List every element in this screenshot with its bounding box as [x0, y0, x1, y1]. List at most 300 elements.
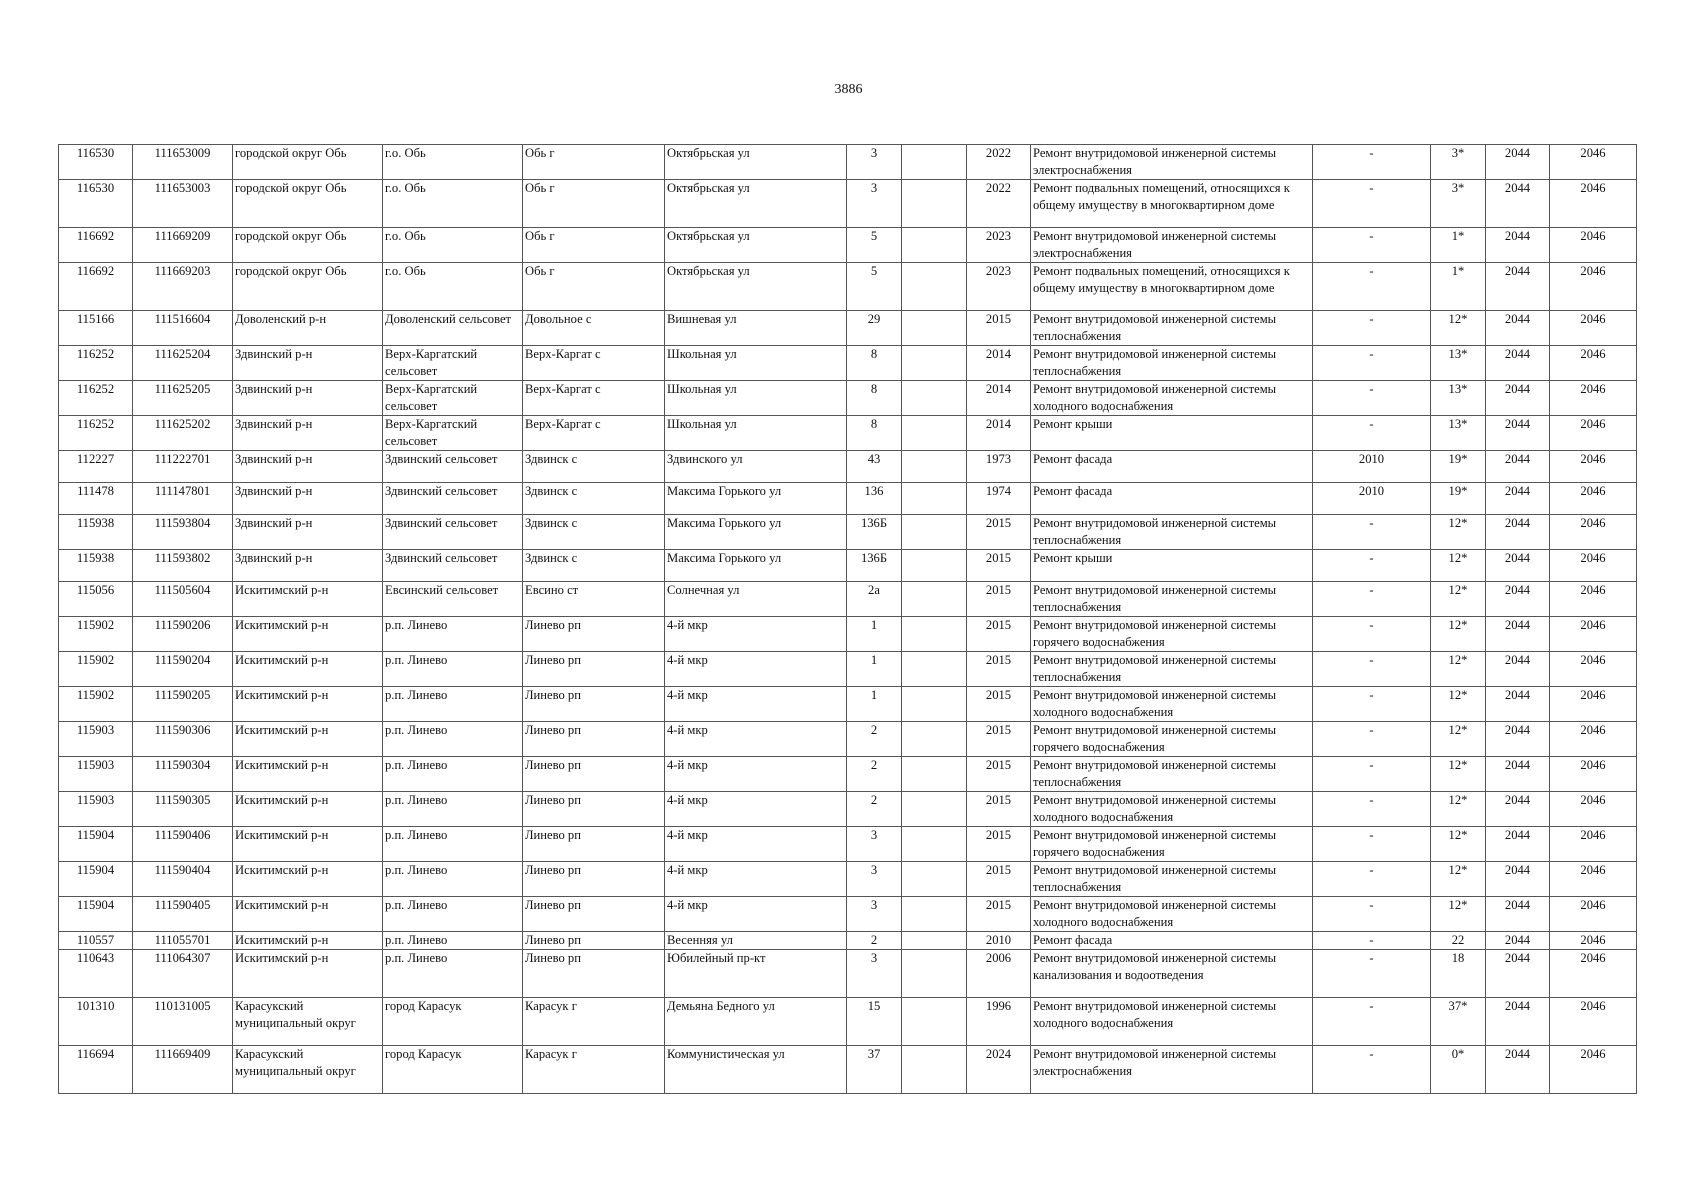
cell-period-start: 2044: [1486, 1046, 1550, 1094]
cell-locality: Верх-Каргат с: [523, 416, 665, 451]
cell-house-id: 116252: [59, 381, 133, 416]
cell-locality: Карасук г: [523, 1046, 665, 1094]
cell-work-id: 111590306: [133, 722, 233, 757]
cell-work-id: 111593804: [133, 515, 233, 550]
cell-house-id: 115903: [59, 757, 133, 792]
cell-work-id: 111590404: [133, 862, 233, 897]
cell-house-id: 115938: [59, 550, 133, 582]
cell-street: 4-й мкр: [665, 827, 847, 862]
cell-locality: Здвинск с: [523, 515, 665, 550]
cell-house-id: 116252: [59, 416, 133, 451]
cell-wear: 19*: [1431, 451, 1486, 483]
cell-house-number: 2: [847, 722, 902, 757]
cell-work-id: 111669203: [133, 263, 233, 311]
cell-wear: 13*: [1431, 416, 1486, 451]
cell-last-repair-year: -: [1313, 897, 1431, 932]
cell-building: [902, 687, 967, 722]
cell-work-type: Ремонт внутридомовой инженерной системы теплоснабжения: [1031, 757, 1313, 792]
cell-house-id: 115903: [59, 792, 133, 827]
cell-work-id: 111590205: [133, 687, 233, 722]
cell-street: Вишневая ул: [665, 311, 847, 346]
cell-last-repair-year: -: [1313, 1046, 1431, 1094]
cell-settlement-type: г.о. Обь: [383, 263, 523, 311]
cell-period-start: 2044: [1486, 263, 1550, 311]
cell-period-end: 2046: [1550, 862, 1637, 897]
cell-settlement-type: г.о. Обь: [383, 180, 523, 228]
cell-work-type: Ремонт внутридомовой инженерной системы холодного водоснабжения: [1031, 897, 1313, 932]
cell-period-start: 2044: [1486, 550, 1550, 582]
cell-year-built: 2015: [967, 652, 1031, 687]
cell-wear: 12*: [1431, 687, 1486, 722]
cell-house-number: 8: [847, 381, 902, 416]
cell-wear: 1*: [1431, 263, 1486, 311]
cell-wear: 18: [1431, 950, 1486, 998]
cell-work-type: Ремонт фасада: [1031, 451, 1313, 483]
cell-locality: Линево рп: [523, 617, 665, 652]
cell-house-id: 116694: [59, 1046, 133, 1094]
cell-building: [902, 381, 967, 416]
cell-year-built: 2010: [967, 932, 1031, 950]
cell-street: 4-й мкр: [665, 687, 847, 722]
cell-work-type: Ремонт подвальных помещений, относящихся к общему имуществу в многоквартирном доме: [1031, 180, 1313, 228]
cell-street: Коммунистическая ул: [665, 1046, 847, 1094]
cell-year-built: 2015: [967, 897, 1031, 932]
cell-house-id: 115902: [59, 652, 133, 687]
cell-street: Школьная ул: [665, 381, 847, 416]
cell-period-start: 2044: [1486, 932, 1550, 950]
cell-settlement-type: р.п. Линево: [383, 757, 523, 792]
cell-house-number: 29: [847, 311, 902, 346]
cell-district: Искитимский р-н: [233, 722, 383, 757]
cell-house-id: 115938: [59, 515, 133, 550]
cell-last-repair-year: -: [1313, 950, 1431, 998]
cell-locality: Линево рп: [523, 827, 665, 862]
cell-house-number: 5: [847, 228, 902, 263]
cell-period-end: 2046: [1550, 827, 1637, 862]
cell-work-type: Ремонт крыши: [1031, 550, 1313, 582]
cell-settlement-type: р.п. Линево: [383, 862, 523, 897]
cell-period-start: 2044: [1486, 827, 1550, 862]
cell-year-built: 2015: [967, 617, 1031, 652]
cell-house-id: 115904: [59, 827, 133, 862]
cell-wear: 12*: [1431, 515, 1486, 550]
cell-building: [902, 145, 967, 180]
cell-wear: 12*: [1431, 652, 1486, 687]
cell-district: Здвинский р-н: [233, 346, 383, 381]
cell-year-built: 2015: [967, 687, 1031, 722]
cell-year-built: 2015: [967, 515, 1031, 550]
cell-period-end: 2046: [1550, 757, 1637, 792]
cell-settlement-type: город Карасук: [383, 998, 523, 1046]
cell-building: [902, 180, 967, 228]
table-row: [59, 687, 1637, 722]
cell-house-number: 2: [847, 932, 902, 950]
cell-work-id: 111055701: [133, 932, 233, 950]
cell-building: [902, 827, 967, 862]
cell-year-built: 2006: [967, 950, 1031, 998]
cell-last-repair-year: 2010: [1313, 483, 1431, 515]
table-body: [59, 145, 1637, 1094]
table-row: [59, 652, 1637, 687]
table-row: [59, 757, 1637, 792]
cell-last-repair-year: -: [1313, 381, 1431, 416]
cell-last-repair-year: -: [1313, 263, 1431, 311]
cell-work-type: Ремонт внутридомовой инженерной системы холодного водоснабжения: [1031, 998, 1313, 1046]
cell-last-repair-year: -: [1313, 932, 1431, 950]
cell-year-built: 2014: [967, 416, 1031, 451]
cell-house-id: 115166: [59, 311, 133, 346]
cell-district: Искитимский р-н: [233, 687, 383, 722]
cell-wear: 3*: [1431, 145, 1486, 180]
cell-house-number: 3: [847, 897, 902, 932]
capital-repair-table: [58, 144, 1637, 1094]
cell-district: Искитимский р-н: [233, 827, 383, 862]
cell-period-end: 2046: [1550, 998, 1637, 1046]
cell-last-repair-year: -: [1313, 311, 1431, 346]
cell-work-type: Ремонт внутридомовой инженерной системы горячего водоснабжения: [1031, 722, 1313, 757]
cell-work-id: 111516604: [133, 311, 233, 346]
cell-period-end: 2046: [1550, 792, 1637, 827]
cell-settlement-type: р.п. Линево: [383, 687, 523, 722]
table-row: [59, 998, 1637, 1046]
cell-street: Максима Горького ул: [665, 515, 847, 550]
cell-settlement-type: Верх-Каргатский сельсовет: [383, 416, 523, 451]
cell-house-id: 116692: [59, 263, 133, 311]
cell-year-built: 2015: [967, 550, 1031, 582]
cell-wear: 13*: [1431, 346, 1486, 381]
table-row: [59, 228, 1637, 263]
table-row: [59, 311, 1637, 346]
cell-work-type: Ремонт внутридомовой инженерной системы теплоснабжения: [1031, 515, 1313, 550]
cell-locality: Верх-Каргат с: [523, 381, 665, 416]
page-number: 3886: [834, 82, 863, 97]
cell-last-repair-year: -: [1313, 998, 1431, 1046]
cell-period-start: 2044: [1486, 687, 1550, 722]
table-row: [59, 950, 1637, 998]
cell-district: городской округ Обь: [233, 228, 383, 263]
cell-year-built: 2015: [967, 827, 1031, 862]
cell-building: [902, 998, 967, 1046]
cell-work-type: Ремонт фасада: [1031, 932, 1313, 950]
cell-building: [902, 228, 967, 263]
cell-wear: 0*: [1431, 1046, 1486, 1094]
table-row: [59, 862, 1637, 897]
cell-period-start: 2044: [1486, 228, 1550, 263]
cell-street: Школьная ул: [665, 346, 847, 381]
table-row: [59, 792, 1637, 827]
cell-street: 4-й мкр: [665, 897, 847, 932]
cell-settlement-type: Здвинский сельсовет: [383, 515, 523, 550]
cell-year-built: 2015: [967, 792, 1031, 827]
table-row: [59, 451, 1637, 483]
cell-period-end: 2046: [1550, 451, 1637, 483]
cell-district: Карасукский муниципальный округ: [233, 1046, 383, 1094]
cell-district: городской округ Обь: [233, 180, 383, 228]
table-row: [59, 263, 1637, 311]
cell-house-number: 2: [847, 792, 902, 827]
cell-house-number: 37: [847, 1046, 902, 1094]
cell-building: [902, 483, 967, 515]
cell-wear: 37*: [1431, 998, 1486, 1046]
cell-year-built: 2022: [967, 180, 1031, 228]
cell-year-built: 2023: [967, 263, 1031, 311]
cell-building: [902, 263, 967, 311]
cell-locality: Обь г: [523, 228, 665, 263]
cell-district: Здвинский р-н: [233, 515, 383, 550]
cell-work-type: Ремонт внутридомовой инженерной системы холодного водоснабжения: [1031, 381, 1313, 416]
cell-last-repair-year: -: [1313, 687, 1431, 722]
cell-street: Школьная ул: [665, 416, 847, 451]
cell-last-repair-year: -: [1313, 722, 1431, 757]
table-row: [59, 346, 1637, 381]
table-row: [59, 515, 1637, 550]
table-row: [59, 722, 1637, 757]
cell-wear: 12*: [1431, 722, 1486, 757]
cell-building: [902, 757, 967, 792]
cell-wear: 12*: [1431, 827, 1486, 862]
cell-settlement-type: Доволенский сельсовет: [383, 311, 523, 346]
cell-street: 4-й мкр: [665, 617, 847, 652]
cell-period-end: 2046: [1550, 416, 1637, 451]
cell-period-end: 2046: [1550, 1046, 1637, 1094]
cell-year-built: 2015: [967, 582, 1031, 617]
table-row: [59, 416, 1637, 451]
cell-building: [902, 550, 967, 582]
cell-work-type: Ремонт внутридомовой инженерной системы теплоснабжения: [1031, 346, 1313, 381]
cell-last-repair-year: -: [1313, 228, 1431, 263]
cell-year-built: 2015: [967, 862, 1031, 897]
cell-settlement-type: р.п. Линево: [383, 897, 523, 932]
cell-district: городской округ Обь: [233, 145, 383, 180]
cell-house-number: 8: [847, 346, 902, 381]
cell-work-type: Ремонт внутридомовой инженерной системы холодного водоснабжения: [1031, 792, 1313, 827]
cell-street: Солнечная ул: [665, 582, 847, 617]
cell-last-repair-year: -: [1313, 416, 1431, 451]
cell-period-start: 2044: [1486, 346, 1550, 381]
cell-house-id: 110643: [59, 950, 133, 998]
cell-work-type: Ремонт внутридомовой инженерной системы теплоснабжения: [1031, 311, 1313, 346]
cell-locality: Линево рп: [523, 932, 665, 950]
cell-work-id: 111505604: [133, 582, 233, 617]
cell-wear: 12*: [1431, 311, 1486, 346]
cell-building: [902, 1046, 967, 1094]
cell-wear: 12*: [1431, 897, 1486, 932]
cell-work-id: 111590304: [133, 757, 233, 792]
cell-work-type: Ремонт внутридомовой инженерной системы электроснабжения: [1031, 145, 1313, 180]
cell-last-repair-year: -: [1313, 862, 1431, 897]
cell-work-id: 111625202: [133, 416, 233, 451]
cell-work-id: 111222701: [133, 451, 233, 483]
cell-period-start: 2044: [1486, 451, 1550, 483]
cell-street: Октябрьская ул: [665, 228, 847, 263]
cell-work-id: 110131005: [133, 998, 233, 1046]
cell-settlement-type: р.п. Линево: [383, 950, 523, 998]
table-row: [59, 897, 1637, 932]
cell-work-type: Ремонт внутридомовой инженерной системы горячего водоснабжения: [1031, 827, 1313, 862]
cell-locality: Обь г: [523, 263, 665, 311]
cell-building: [902, 582, 967, 617]
cell-period-end: 2046: [1550, 346, 1637, 381]
cell-street: Октябрьская ул: [665, 263, 847, 311]
cell-wear: 12*: [1431, 757, 1486, 792]
cell-house-id: 115902: [59, 617, 133, 652]
cell-wear: 1*: [1431, 228, 1486, 263]
table-row: [59, 180, 1637, 228]
cell-locality: Линево рп: [523, 792, 665, 827]
cell-work-id: 111590204: [133, 652, 233, 687]
cell-district: Искитимский р-н: [233, 617, 383, 652]
cell-building: [902, 617, 967, 652]
cell-last-repair-year: 2010: [1313, 451, 1431, 483]
cell-house-id: 116530: [59, 145, 133, 180]
cell-settlement-type: город Карасук: [383, 1046, 523, 1094]
cell-district: Искитимский р-н: [233, 652, 383, 687]
cell-street: Весенняя ул: [665, 932, 847, 950]
cell-year-built: 1973: [967, 451, 1031, 483]
cell-house-number: 15: [847, 998, 902, 1046]
cell-house-id: 115902: [59, 687, 133, 722]
cell-house-number: 136Б: [847, 515, 902, 550]
cell-district: Искитимский р-н: [233, 897, 383, 932]
cell-work-type: Ремонт внутридомовой инженерной системы теплоснабжения: [1031, 652, 1313, 687]
cell-period-end: 2046: [1550, 687, 1637, 722]
cell-street: 4-й мкр: [665, 862, 847, 897]
cell-period-start: 2044: [1486, 652, 1550, 687]
cell-work-id: 111064307: [133, 950, 233, 998]
cell-house-number: 3: [847, 180, 902, 228]
cell-work-id: 111590406: [133, 827, 233, 862]
cell-wear: 13*: [1431, 381, 1486, 416]
cell-work-type: Ремонт внутридомовой инженерной системы холодного водоснабжения: [1031, 687, 1313, 722]
cell-last-repair-year: -: [1313, 652, 1431, 687]
cell-house-number: 1: [847, 617, 902, 652]
cell-wear: 12*: [1431, 792, 1486, 827]
cell-period-start: 2044: [1486, 582, 1550, 617]
cell-locality: Линево рп: [523, 722, 665, 757]
cell-last-repair-year: -: [1313, 550, 1431, 582]
cell-house-number: 3: [847, 145, 902, 180]
cell-year-built: 2022: [967, 145, 1031, 180]
cell-district: Карасукский муниципальный округ: [233, 998, 383, 1046]
table-row: [59, 381, 1637, 416]
cell-work-type: Ремонт внутридомовой инженерной системы теплоснабжения: [1031, 862, 1313, 897]
cell-settlement-type: р.п. Линево: [383, 652, 523, 687]
cell-period-start: 2044: [1486, 722, 1550, 757]
cell-locality: Здвинск с: [523, 550, 665, 582]
cell-district: Здвинский р-н: [233, 483, 383, 515]
cell-period-end: 2046: [1550, 515, 1637, 550]
cell-work-type: Ремонт фасада: [1031, 483, 1313, 515]
cell-house-id: 116692: [59, 228, 133, 263]
cell-last-repair-year: -: [1313, 145, 1431, 180]
cell-house-number: 8: [847, 416, 902, 451]
cell-house-id: 111478: [59, 483, 133, 515]
cell-work-id: 111653003: [133, 180, 233, 228]
cell-year-built: 2014: [967, 381, 1031, 416]
cell-district: Искитимский р-н: [233, 792, 383, 827]
cell-house-id: 112227: [59, 451, 133, 483]
cell-period-start: 2044: [1486, 862, 1550, 897]
cell-wear: 19*: [1431, 483, 1486, 515]
cell-period-end: 2046: [1550, 897, 1637, 932]
cell-building: [902, 311, 967, 346]
cell-locality: Карасук г: [523, 998, 665, 1046]
cell-period-start: 2044: [1486, 515, 1550, 550]
cell-district: Искитимский р-н: [233, 862, 383, 897]
cell-last-repair-year: -: [1313, 582, 1431, 617]
cell-work-id: 111590305: [133, 792, 233, 827]
cell-work-id: 111593802: [133, 550, 233, 582]
cell-work-type: Ремонт внутридомовой инженерной системы горячего водоснабжения: [1031, 617, 1313, 652]
cell-locality: Обь г: [523, 180, 665, 228]
cell-work-type: Ремонт внутридомовой инженерной системы электроснабжения: [1031, 1046, 1313, 1094]
cell-district: Здвинский р-н: [233, 451, 383, 483]
cell-building: [902, 862, 967, 897]
cell-year-built: 2015: [967, 311, 1031, 346]
table-row: [59, 145, 1637, 180]
cell-street: Юбилейный пр-кт: [665, 950, 847, 998]
cell-wear: 12*: [1431, 582, 1486, 617]
cell-locality: Линево рп: [523, 687, 665, 722]
cell-settlement-type: Здвинский сельсовет: [383, 550, 523, 582]
cell-house-id: 115903: [59, 722, 133, 757]
cell-last-repair-year: -: [1313, 827, 1431, 862]
cell-work-id: 111625205: [133, 381, 233, 416]
cell-work-id: 111147801: [133, 483, 233, 515]
cell-year-built: 2024: [967, 1046, 1031, 1094]
cell-period-end: 2046: [1550, 145, 1637, 180]
cell-house-number: 3: [847, 862, 902, 897]
table-row: [59, 550, 1637, 582]
cell-settlement-type: р.п. Линево: [383, 722, 523, 757]
cell-district: Доволенский р-н: [233, 311, 383, 346]
cell-house-number: 2а: [847, 582, 902, 617]
cell-period-end: 2046: [1550, 950, 1637, 998]
cell-district: Искитимский р-н: [233, 932, 383, 950]
cell-building: [902, 950, 967, 998]
cell-settlement-type: Здвинский сельсовет: [383, 451, 523, 483]
cell-work-id: 111590405: [133, 897, 233, 932]
cell-house-id: 116530: [59, 180, 133, 228]
cell-period-end: 2046: [1550, 652, 1637, 687]
cell-work-id: 111653009: [133, 145, 233, 180]
cell-house-id: 116252: [59, 346, 133, 381]
cell-building: [902, 652, 967, 687]
cell-district: Искитимский р-н: [233, 582, 383, 617]
cell-building: [902, 451, 967, 483]
cell-settlement-type: р.п. Линево: [383, 932, 523, 950]
cell-year-built: 1974: [967, 483, 1031, 515]
cell-house-number: 3: [847, 827, 902, 862]
cell-house-id: 110557: [59, 932, 133, 950]
cell-district: Искитимский р-н: [233, 757, 383, 792]
cell-district: Здвинский р-н: [233, 416, 383, 451]
cell-year-built: 2015: [967, 722, 1031, 757]
cell-house-number: 136Б: [847, 550, 902, 582]
cell-street: 4-й мкр: [665, 792, 847, 827]
cell-period-start: 2044: [1486, 416, 1550, 451]
cell-last-repair-year: -: [1313, 180, 1431, 228]
cell-period-end: 2046: [1550, 617, 1637, 652]
cell-year-built: 2023: [967, 228, 1031, 263]
cell-building: [902, 932, 967, 950]
cell-locality: Линево рп: [523, 652, 665, 687]
cell-locality: Линево рп: [523, 950, 665, 998]
cell-locality: Линево рп: [523, 862, 665, 897]
cell-period-end: 2046: [1550, 582, 1637, 617]
cell-house-number: 5: [847, 263, 902, 311]
cell-work-type: Ремонт внутридомовой инженерной системы канализования и водоотведения: [1031, 950, 1313, 998]
